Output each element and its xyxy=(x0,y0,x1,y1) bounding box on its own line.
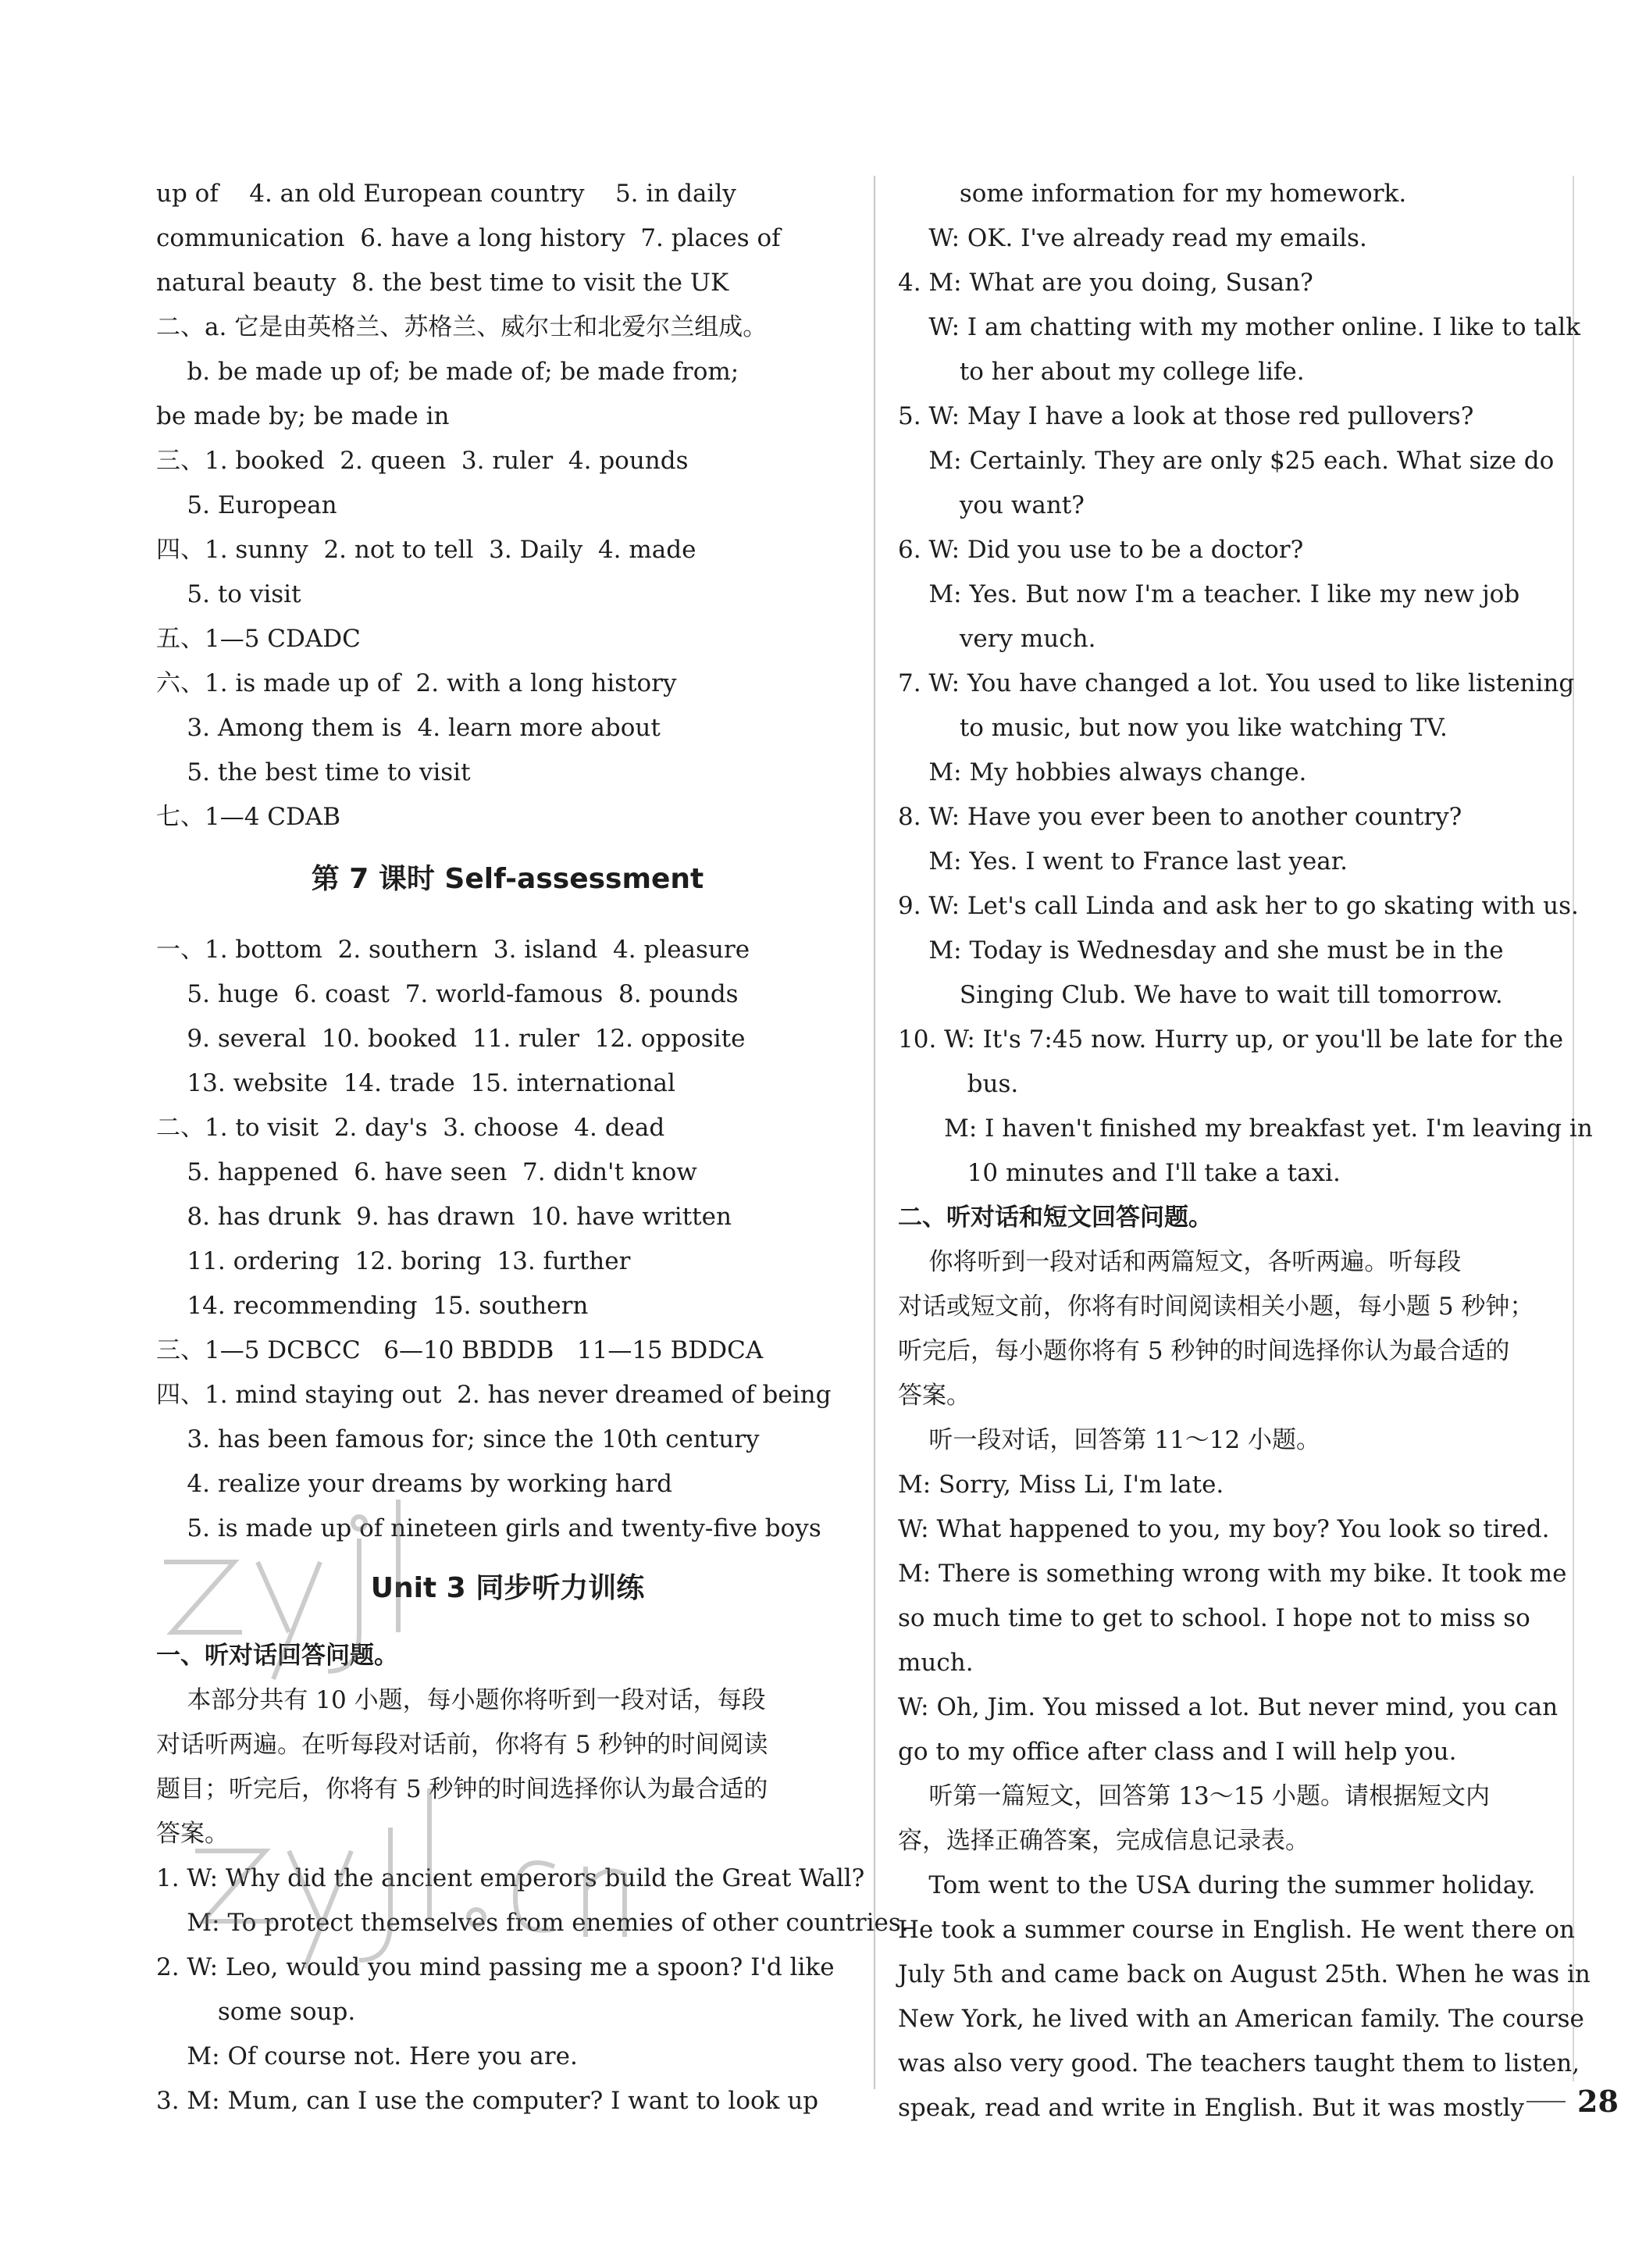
dialog-line: M: To protect themselves from enemies of other countries. xyxy=(156,1909,909,1937)
dialog-line: Singing Club. We have to wait till tomorrow. xyxy=(898,981,1503,1009)
answer-line: 8. has drunk 9. has drawn 10. have written xyxy=(156,1203,732,1231)
section-heading: 二、听对话和短文回答问题。 xyxy=(898,1204,1213,1232)
answer-line: 一、1. bottom 2. southern 3. island 4. pleasure xyxy=(156,936,750,964)
dialog-line: W: OK. I've already read my emails. xyxy=(898,224,1367,252)
column-divider xyxy=(874,176,875,2089)
dialog-line: M: Sorry, Miss Li, I'm late. xyxy=(898,1471,1224,1499)
answer-line: communication 6. have a long history 7. places of xyxy=(156,224,781,252)
dialog-line: W: What happened to you, my boy? You look so tired. xyxy=(898,1515,1550,1543)
paragraph-line: 对话或短文前，你将有时间阅读相关小题，每小题 5 秒钟； xyxy=(898,1293,1534,1321)
answer-line: be made by; be made in xyxy=(156,402,450,430)
answer-line: 9. several 10. booked 11. ruler 12. opposite xyxy=(156,1025,746,1053)
dialog-line: to her about my college life. xyxy=(898,358,1305,386)
dialog-line: M: Of course not. Here you are. xyxy=(156,2042,578,2070)
answer-line: natural beauty 8. the best time to visit the UK xyxy=(156,269,729,297)
answer-line: 3. has been famous for; since the 10th century xyxy=(156,1425,760,1453)
dialog-line: M: Today is Wednesday and she must be in the xyxy=(898,936,1504,965)
dialog-line: go to my office after class and I will help you. xyxy=(898,1738,1457,1766)
dialog-line: much. xyxy=(898,1649,974,1677)
dialog-line: M: I haven't finished my breakfast yet. I'm leaving in xyxy=(898,1114,1593,1143)
paragraph-line: 答案。 xyxy=(898,1382,971,1410)
passage-line: speak, read and write in English. But it was mostly xyxy=(898,2094,1524,2122)
dialog-line: 8. W: Have you ever been to another country? xyxy=(898,803,1462,831)
paragraph-line: 本部分共有 10 小题，每小题你将听到一段对话，每段 xyxy=(156,1686,766,1714)
dialog-line: some soup. xyxy=(156,1998,356,2026)
dialog-line: 1. W: Why did the ancient emperors build the Great Wall? xyxy=(156,1864,865,1892)
answer-line: up of 4. an old European country 5. in daily xyxy=(156,180,736,208)
answer-line: 5. European xyxy=(156,491,337,519)
answer-line: 5. is made up of nineteen girls and twenty-five boys xyxy=(156,1514,821,1542)
answer-line: 14. recommending 15. southern xyxy=(156,1292,589,1320)
page-number-dash xyxy=(1526,2101,1566,2102)
dialog-line: bus. xyxy=(898,1070,1019,1098)
answer-line: 5. happened 6. have seen 7. didn't know xyxy=(156,1158,697,1186)
answer-line: 5. to visit xyxy=(156,580,301,608)
dialog-line: some information for my homework. xyxy=(898,180,1407,208)
answer-line: 五、1—5 CDADC xyxy=(156,625,361,653)
dialog-line: M: Yes. But now I'm a teacher. I like my new job xyxy=(898,580,1520,608)
answer-line: 三、1. booked 2. queen 3. ruler 4. pounds xyxy=(156,447,689,475)
dialog-line: M: Yes. I went to France last year. xyxy=(898,847,1348,875)
dialog-line: W: I am chatting with my mother online. I like to talk xyxy=(898,313,1581,341)
answer-line: 四、1. sunny 2. not to tell 3. Daily 4. made xyxy=(156,536,696,564)
dialog-line: 6. W: Did you use to be a doctor? xyxy=(898,536,1304,564)
paragraph-line: 容，选择正确答案，完成信息记录表。 xyxy=(898,1827,1309,1855)
answer-line: 七、1—4 CDAB xyxy=(156,803,341,831)
page-number: 28 xyxy=(1577,2084,1619,2119)
answer-line: 二、a. 它是由英格兰、苏格兰、威尔士和北爱尔兰组成。 xyxy=(156,313,768,341)
answer-line: 二、1. to visit 2. day's 3. choose 4. dead xyxy=(156,1114,665,1142)
passage-line: Tom went to the USA during the summer holiday. xyxy=(898,1871,1536,1899)
dialog-line: to music, but now you like watching TV. xyxy=(898,714,1448,742)
dialog-line: M: There is something wrong with my bike. It took me xyxy=(898,1560,1567,1588)
dialog-line: 2. W: Leo, would you mind passing me a spoon? I'd like xyxy=(156,1953,835,1981)
dialog-line: 10. W: It's 7:45 now. Hurry up, or you'll be late for the xyxy=(898,1025,1564,1054)
dialog-line: W: Oh, Jim. You missed a lot. But never mind, you can xyxy=(898,1693,1559,1721)
dialog-line: 5. W: May I have a look at those red pullovers? xyxy=(898,402,1474,430)
answer-line: b. be made up of; be made of; be made from; xyxy=(156,358,739,386)
answer-line: 3. Among them is 4. learn more about xyxy=(156,714,661,742)
dialog-line: M: Certainly. They are only $25 each. What size do xyxy=(898,447,1555,475)
paragraph-line: 听一段对话，回答第 11～12 小题。 xyxy=(898,1426,1321,1454)
dialog-line: so much time to get to school. I hope not to miss so xyxy=(898,1604,1530,1632)
answer-line: 11. ordering 12. boring 13. further xyxy=(156,1247,631,1275)
section-heading: 一、听对话回答问题。 xyxy=(156,1642,398,1670)
paragraph-line: 你将听到一段对话和两篇短文，各听两遍。听每段 xyxy=(898,1248,1462,1276)
passage-line: New York, he lived with an American family. The course xyxy=(898,2005,1584,2033)
dialog-line: very much. xyxy=(898,625,1096,653)
answer-line: 六、1. is made up of 2. with a long history xyxy=(156,669,677,697)
lesson-heading: 第 7 课时 Self-assessment xyxy=(311,863,704,895)
dialog-line: 7. W: You have changed a lot. You used to like listening xyxy=(898,669,1575,697)
paragraph-line: 题目；听完后，你将有 5 秒钟的时间选择你认为最合适的 xyxy=(156,1775,768,1803)
passage-line: was also very good. The teachers taught them to listen, xyxy=(898,2049,1580,2077)
answer-line: 四、1. mind staying out 2. has never dreamed of being xyxy=(156,1381,832,1409)
dialog-line: 3. M: Mum, can I use the computer? I want to look up xyxy=(156,2087,819,2115)
dialog-line: 10 minutes and I'll take a taxi. xyxy=(898,1159,1341,1187)
passage-line: July 5th and came back on August 25th. When he was in xyxy=(898,1960,1591,1988)
dialog-line: 4. M: What are you doing, Susan? xyxy=(898,269,1313,297)
paragraph-line: 听第一篇短文，回答第 13～15 小题。请根据短文内 xyxy=(898,1782,1491,1810)
passage-line: He took a summer course in English. He went there on xyxy=(898,1916,1575,1944)
dialog-line: 9. W: Let's call Linda and ask her to go skating with us. xyxy=(898,892,1579,920)
paragraph-line: 听完后，每小题你将有 5 秒钟的时间选择你认为最合适的 xyxy=(898,1337,1510,1365)
answer-line: 13. website 14. trade 15. international xyxy=(156,1069,675,1097)
unit-heading: Unit 3 同步听力训练 xyxy=(370,1572,645,1604)
paragraph-line: 对话听两遍。在听每段对话前，你将有 5 秒钟的时间阅读 xyxy=(156,1731,768,1759)
answer-line: 5. the best time to visit xyxy=(156,758,471,786)
answer-line: 5. huge 6. coast 7. world-famous 8. pounds xyxy=(156,980,739,1008)
dialog-line: M: My hobbies always change. xyxy=(898,758,1307,786)
answer-line: 4. realize your dreams by working hard xyxy=(156,1470,673,1498)
answer-line: 三、1—5 DCBCC 6—10 BBDDB 11—15 BDDCA xyxy=(156,1336,764,1364)
dialog-line: you want? xyxy=(898,491,1085,519)
paragraph-line: 答案。 xyxy=(156,1820,229,1848)
